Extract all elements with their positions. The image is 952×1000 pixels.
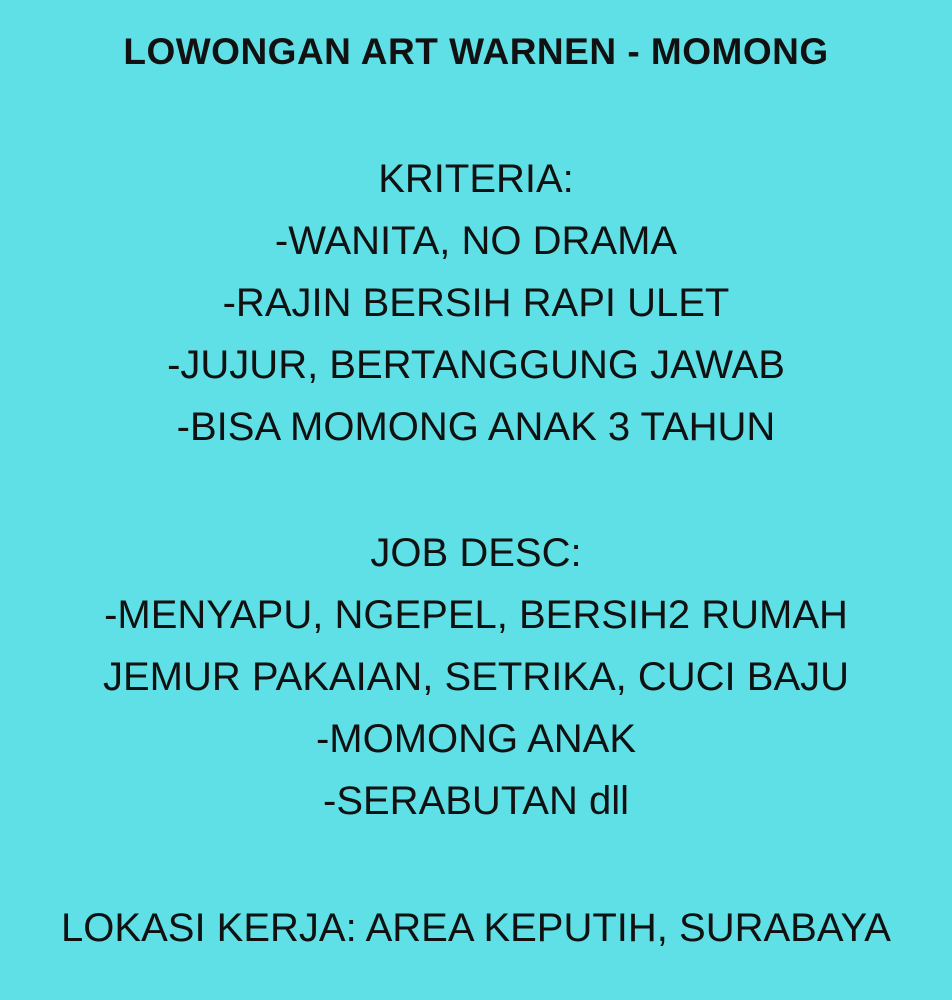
- kriteria-item: -JUJUR, BERTANGGUNG JAWAB: [167, 343, 785, 387]
- job-desc-heading: JOB DESC:: [370, 531, 582, 575]
- lokasi-kerja: LOKASI KERJA: AREA KEPUTIH, SURABAYA: [61, 906, 891, 950]
- kriteria-item: -BISA MOMONG ANAK 3 TAHUN: [176, 405, 776, 449]
- kriteria-heading: KRITERIA:: [378, 157, 574, 201]
- kriteria-item: -WANITA, NO DRAMA: [274, 219, 678, 263]
- job-desc-section: [0, 522, 952, 832]
- poster-title: LOWONGAN ART WARNEN - MOMONG: [123, 31, 829, 72]
- job-desc-item: JEMUR PAKAIAN, SETRIKA, CUCI BAJU: [102, 655, 850, 699]
- job-desc-item: -MOMONG ANAK: [315, 717, 637, 761]
- job-desc-item: -SERABUTAN dll: [323, 779, 629, 823]
- job-desc-item: -MENYAPU, NGEPEL, BERSIH2 RUMAH: [104, 593, 848, 637]
- kriteria-section: [0, 148, 952, 458]
- kriteria-item: -RAJIN BERSIH RAPI ULET: [222, 281, 730, 325]
